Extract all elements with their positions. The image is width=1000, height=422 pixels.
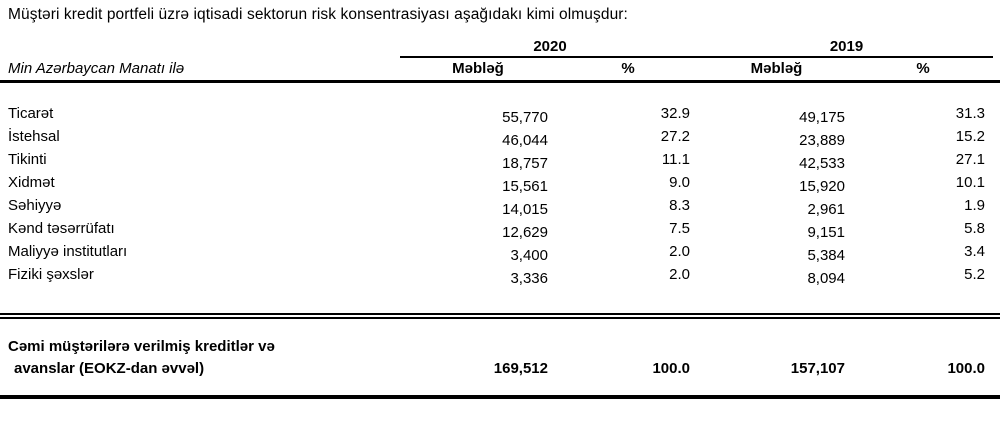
cell-pct-2019: 31.3 [955,105,985,122]
bottom-rule [0,395,1000,399]
table-row [0,240,1000,263]
cell-pct-2020: 2.0 [669,243,690,260]
row-label: İstehsal [8,128,60,145]
cell-pct-2020: 8.3 [669,197,690,214]
table-row [0,171,1000,194]
cell-amount-2020: 3,336 [510,270,548,287]
cell-pct-2019: 15.2 [955,128,985,145]
table-row [0,125,1000,148]
cell-amount-2020: 46,044 [502,132,548,149]
column-header-pct-2019: % [916,60,930,77]
table-row [0,263,1000,286]
total-pct-2020: 100.0 [652,360,690,377]
page-title: Müştəri kredit portfeli üzrə iqtisadi sektorun risk konsentrasiyası aşağıdakı kimi olmuşdur: [8,6,628,23]
cell-amount-2020: 14,015 [502,201,548,218]
row-label: Ticarət [8,105,54,122]
unit-label: Min Azərbaycan Manatı ilə [8,60,185,77]
year-group-underline [400,38,993,58]
total-label [0,336,400,380]
column-group-year-2020: 2020 [533,38,567,55]
cell-amount-2019: 49,175 [799,109,845,126]
table-row [0,102,1000,125]
cell-amount-2020: 18,757 [502,155,548,172]
row-label: Səhiyyə [8,197,62,214]
cell-amount-2020: 12,629 [502,224,548,241]
cell-pct-2019: 1.9 [964,197,985,214]
cell-amount-2019: 23,889 [799,132,845,149]
row-label: Fiziki şəxslər [8,266,94,283]
row-label: Xidmət [8,174,55,191]
row-label: Kənd təsərrüfatı [8,220,115,237]
cell-amount-2020: 15,561 [502,178,548,195]
row-label: Maliyyə institutları [8,243,128,260]
cell-amount-2019: 9,151 [807,224,845,241]
table-body [0,83,1000,286]
table-row [0,148,1000,171]
cell-pct-2020: 27.2 [660,128,690,145]
column-header-pct-2020: % [621,60,635,77]
cell-pct-2020: 9.0 [669,174,690,191]
cell-pct-2020: 11.1 [661,151,690,168]
total-label-line1: Cəmi müştərilərə verilmiş kreditlər və [8,338,275,355]
cell-amount-2019: 8,094 [807,270,845,287]
total-row [0,319,1000,380]
cell-pct-2019: 10.1 [955,174,985,191]
cell-amount-2020: 55,770 [502,109,548,126]
cell-amount-2019: 2,961 [807,201,845,218]
total-amount-2019: 157,107 [790,360,845,377]
cell-pct-2019: 3.4 [964,243,985,260]
table-row [0,217,1000,240]
cell-pct-2020: 32.9 [660,105,690,122]
column-header-row [0,58,1000,83]
cell-pct-2020: 2.0 [669,266,690,283]
cell-pct-2019: 5.8 [964,220,985,237]
cell-amount-2020: 3,400 [510,247,548,264]
cell-pct-2020: 7.5 [669,220,690,237]
table-row [0,194,1000,217]
column-header-amount-2020: Məbləğ [452,60,504,77]
column-header-amount-2019: Məbləğ [750,60,803,77]
cell-amount-2019: 42,533 [799,155,845,172]
cell-pct-2019: 27.1 [955,151,985,168]
cell-pct-2019: 5.2 [964,266,985,283]
total-pct-2019: 100.0 [947,360,985,377]
cell-amount-2019: 5,384 [807,247,845,264]
total-amount-2020: 169,512 [493,360,548,377]
cell-amount-2019: 15,920 [799,178,845,195]
year-header-spacer [0,38,400,58]
row-label: Tikinti [8,151,47,168]
column-group-year-2019: 2019 [829,38,864,55]
year-group-header-row [0,38,1000,58]
total-label-line2: avanslar (EOKZ-dan əvvəl) [14,360,205,377]
